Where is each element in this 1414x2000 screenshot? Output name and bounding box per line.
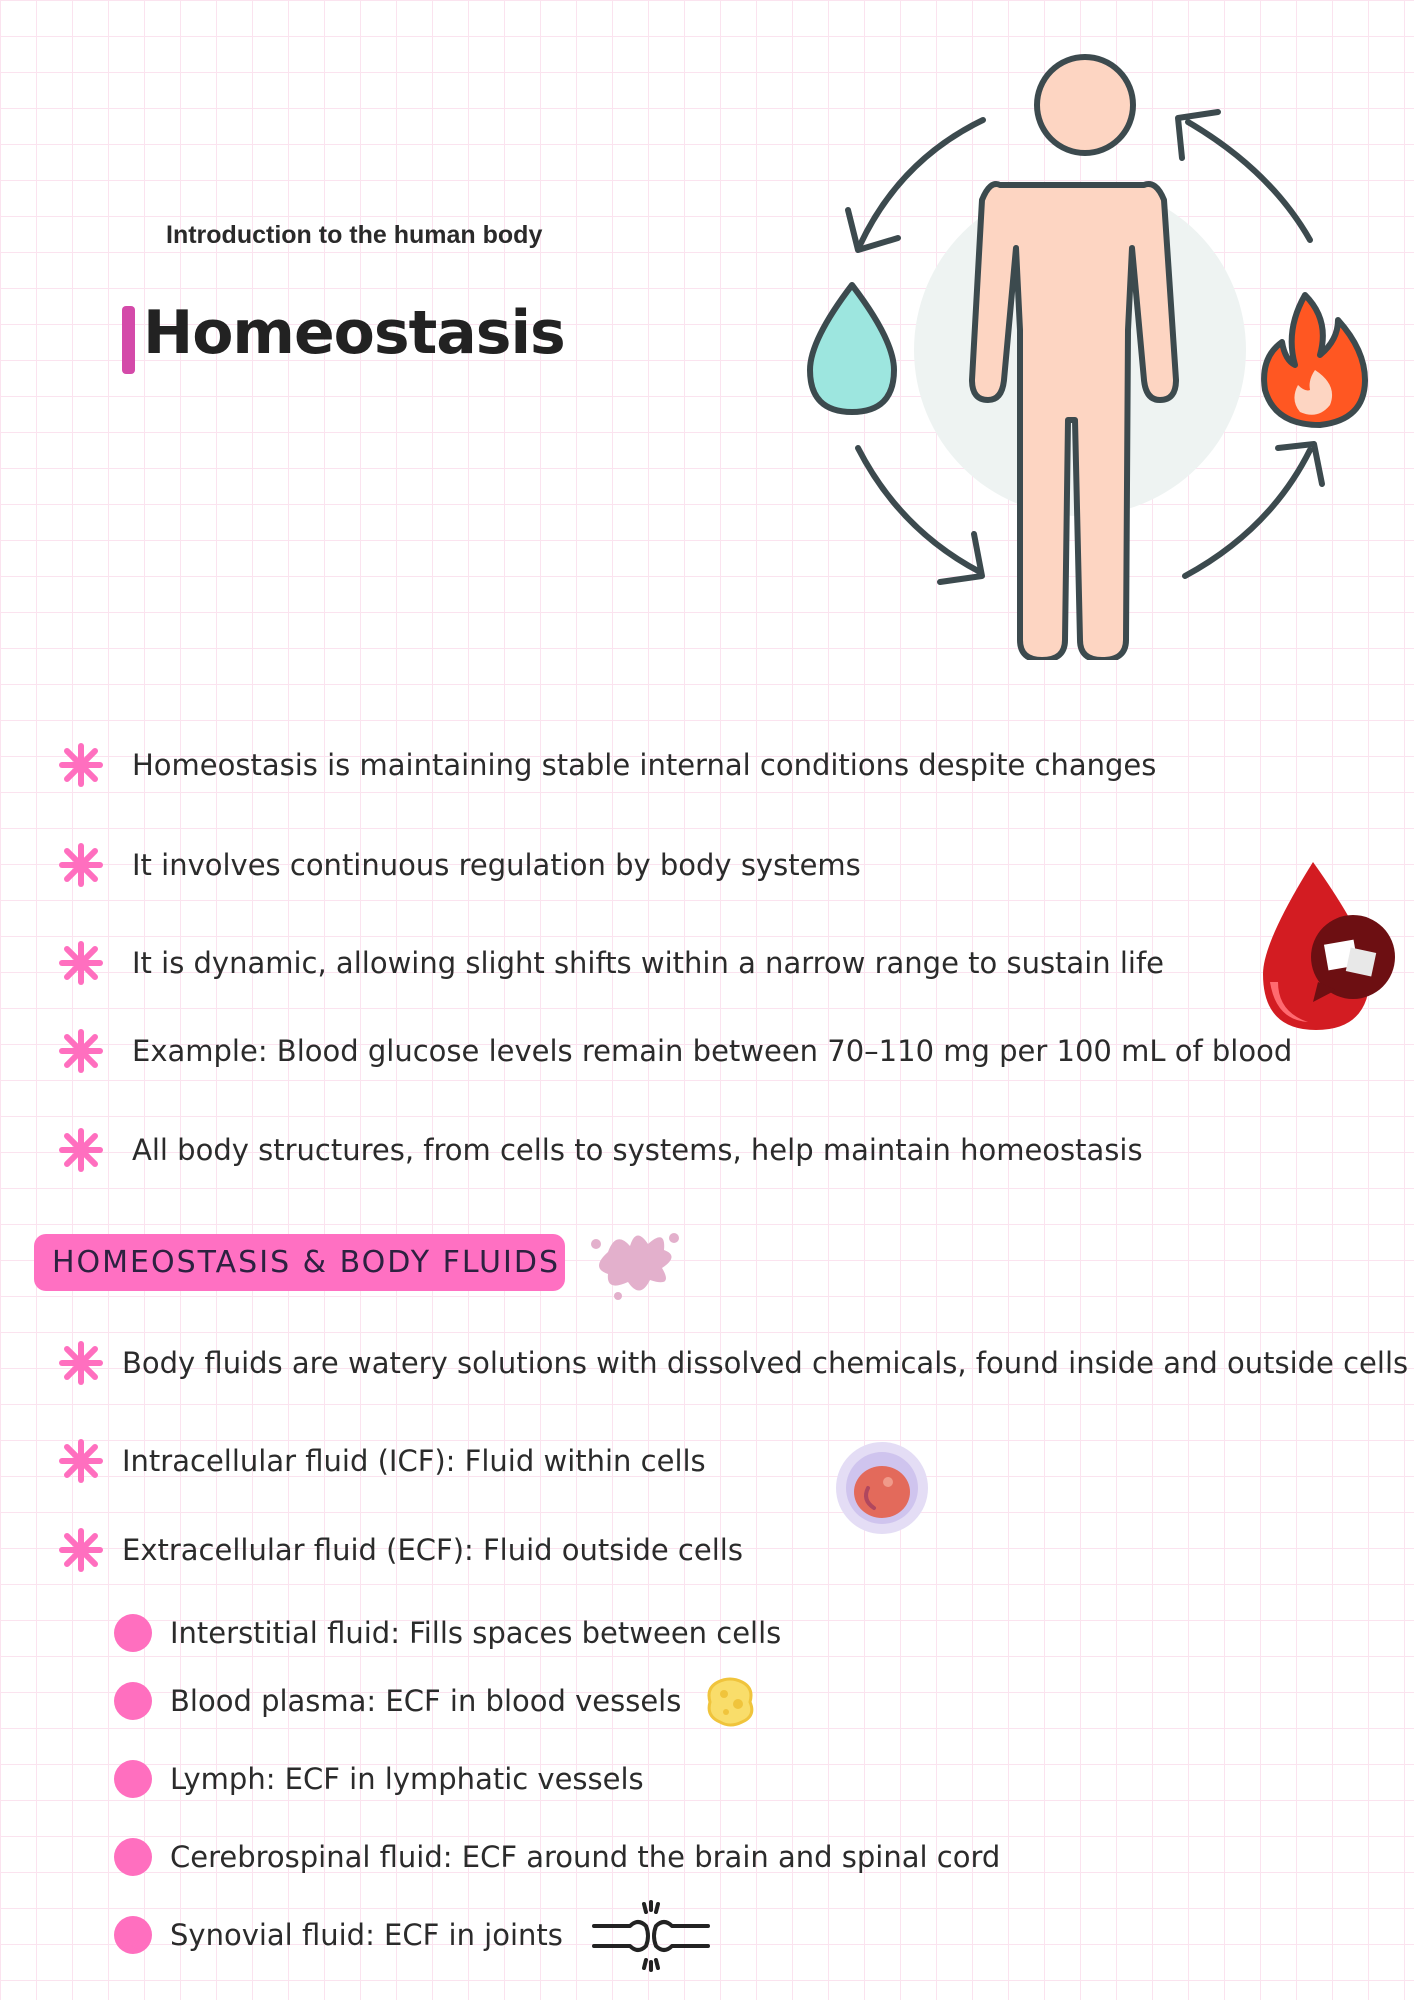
bullet-text: Cerebrospinal fluid: ECF around the brain and spinal cord bbox=[170, 1840, 1001, 1874]
dot-bullet-icon bbox=[114, 1614, 152, 1652]
fat-cell-icon bbox=[706, 1676, 756, 1728]
bullet-text: It involves continuous regulation by body systems bbox=[132, 848, 861, 882]
dot-bullet-icon bbox=[114, 1916, 152, 1954]
asterisk-bullet-icon bbox=[58, 842, 104, 888]
list-item bbox=[58, 1127, 1143, 1173]
asterisk-bullet-icon bbox=[58, 1340, 104, 1386]
bullet-text: Homeostasis is maintaining stable internal conditions despite changes bbox=[132, 748, 1157, 782]
section-heading: HOMEOSTASIS & BODY FLUIDS bbox=[34, 1234, 565, 1291]
list-item bbox=[58, 1527, 743, 1573]
page-title: Homeostasis bbox=[143, 298, 565, 368]
bullet-text: Lymph: ECF in lymphatic vessels bbox=[170, 1762, 644, 1796]
bullet-text: Blood plasma: ECF in blood vessels bbox=[170, 1684, 682, 1718]
asterisk-bullet-icon bbox=[58, 940, 104, 986]
splash-icon bbox=[588, 1222, 683, 1302]
bullet-text: Intracellular fluid (ICF): Fluid within cells bbox=[122, 1444, 706, 1478]
blood-sugar-icon bbox=[1258, 862, 1398, 1032]
list-item bbox=[114, 1838, 1000, 1876]
joint-icon bbox=[592, 1900, 710, 1972]
dot-bullet-icon bbox=[114, 1682, 152, 1720]
dot-bullet-icon bbox=[114, 1760, 152, 1798]
asterisk-bullet-icon bbox=[58, 742, 104, 788]
list-item bbox=[114, 1682, 681, 1720]
list-item bbox=[114, 1760, 644, 1798]
list-item bbox=[114, 1916, 563, 1954]
list-item bbox=[114, 1614, 781, 1652]
water-drop-icon bbox=[810, 285, 894, 412]
list-item bbox=[58, 1438, 706, 1484]
bullet-text: Interstitial fluid: Fills spaces between cells bbox=[170, 1616, 782, 1650]
bullet-text: It is dynamic, allowing slight shifts within a narrow range to sustain life bbox=[132, 946, 1165, 980]
bullet-text: Synovial fluid: ECF in joints bbox=[170, 1918, 563, 1952]
asterisk-bullet-icon bbox=[58, 1028, 104, 1074]
bullet-text: Example: Blood glucose levels remain between 70–110 mg per 100 mL of blood bbox=[132, 1034, 1293, 1068]
list-item bbox=[58, 842, 861, 888]
list-item bbox=[58, 940, 1164, 986]
bullet-text: Extracellular fluid (ECF): Fluid outside cells bbox=[122, 1533, 743, 1567]
human-body-icon bbox=[790, 40, 1390, 660]
asterisk-bullet-icon bbox=[58, 1527, 104, 1573]
list-item bbox=[58, 1028, 1292, 1074]
dot-bullet-icon bbox=[114, 1838, 152, 1876]
bullet-text: Body fluids are watery solutions with dissolved chemicals, found inside and outside cells bbox=[122, 1346, 1409, 1380]
title-accent-bar bbox=[122, 306, 135, 374]
list-item bbox=[58, 1340, 1408, 1386]
asterisk-bullet-icon bbox=[58, 1127, 104, 1173]
bullet-text: All body structures, from cells to systems, help maintain homeostasis bbox=[132, 1133, 1143, 1167]
asterisk-bullet-icon bbox=[58, 1438, 104, 1484]
cell-icon bbox=[832, 1438, 932, 1538]
list-item bbox=[58, 742, 1156, 788]
subtitle: Introduction to the human body bbox=[166, 221, 543, 249]
